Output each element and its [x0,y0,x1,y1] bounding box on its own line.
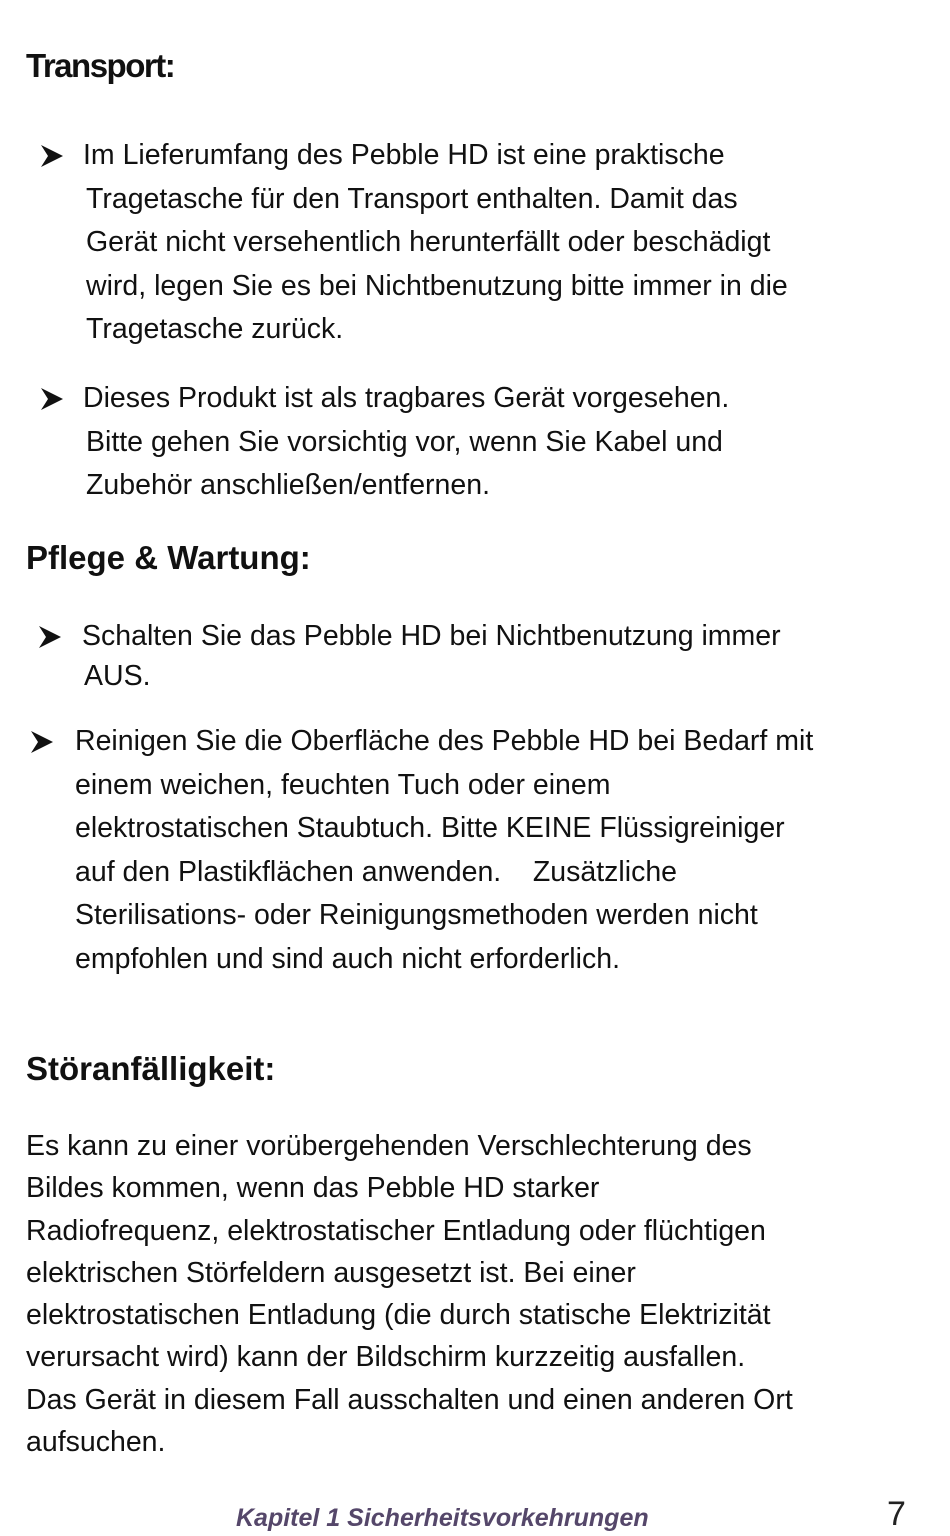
bullet-line: elektrostatischen Staubtuch. Bitte KEINE Flüssigreiniger [75,812,785,844]
paragraph-line: verursacht wird) kann der Bildschirm kurzzeitig ausfallen. [26,1341,746,1374]
bullet-line: AUS. [84,660,151,692]
section-heading-care: Pflege & Wartung: [26,539,311,576]
footer-chapter-title: Kapitel 1 Sicherheitsvorkehrungen [236,1504,649,1532]
bullet-item [30,720,920,981]
bullet-line: auf den Plastikflächen anwenden. Zusätzliche [75,855,678,888]
body-paragraph [26,1125,926,1463]
paragraph-line: Bildes kommen, wenn das Pebble HD starker [26,1172,600,1205]
paragraph-line: elektrischen Störfeldern ausgesetzt ist. Bei einer [26,1256,636,1289]
arrowhead-bullet-icon [38,616,78,656]
bullet-line: Reinigen Sie die Oberfläche des Pebble HD bei Bedarf mit [75,725,814,757]
bullet-item [40,377,920,508]
bullet-line: Dieses Produkt ist als tragbares Gerät vorgesehen. [83,382,730,414]
section-heading-transport: Transport: [26,47,175,84]
bullet-line: wird, legen Sie es bei Nichtbenutzung bitte immer in die [86,269,788,302]
arrowhead-bullet-icon [30,720,70,764]
section-heading-interference: Störanfälligkeit: [26,1050,276,1087]
bullet-line: Bitte gehen Sie vorsichtig vor, wenn Sie Kabel und [86,425,723,458]
page-number: 7 [887,1495,906,1533]
bullet-line: empfohlen und sind auch nicht erforderlich. [75,942,620,975]
bullet-line: Tragetasche zurück. [86,313,344,345]
bullet-line: Sterilisations- oder Reinigungsmethoden werden nicht [75,899,758,931]
bullet-line: Schalten Sie das Pebble HD bei Nichtbenutzung immer [82,620,781,652]
bullet-line: einem weichen, feuchten Tuch oder einem [75,768,611,801]
bullet-item [38,616,918,696]
bullet-line: Gerät nicht versehentlich herunterfällt oder beschädigt [86,226,771,258]
paragraph-line: Radiofrequenz, elektrostatischer Entladung oder flüchtigen [26,1214,766,1247]
paragraph-line: elektrostatischen Entladung (die durch statische Elektrizität [26,1299,771,1332]
paragraph-line: Das Gerät in diesem Fall ausschalten und einen anderen Ort [26,1383,793,1416]
arrowhead-bullet-icon [40,377,80,421]
paragraph-line: aufsuchen. [26,1426,166,1459]
arrowhead-bullet-icon [40,134,80,178]
paragraph-line: Es kann zu einer vorübergehenden Verschlechterung des [26,1130,752,1162]
bullet-item [40,134,920,352]
bullet-line: Tragetasche für den Transport enthalten. Damit das [86,182,738,215]
bullet-line: Im Lieferumfang des Pebble HD ist eine praktische [83,139,725,171]
bullet-line: Zubehör anschließen/entfernen. [86,469,491,501]
